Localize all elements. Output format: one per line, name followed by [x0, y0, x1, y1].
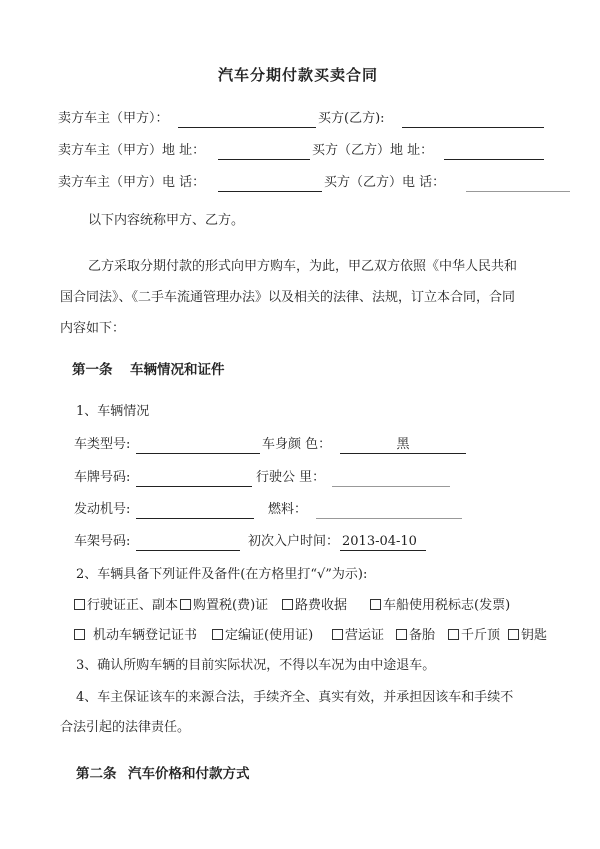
article-2-number: 第二条 [76, 766, 117, 782]
engine-field[interactable] [136, 518, 254, 519]
checkbox-registration-certificate[interactable] [74, 627, 197, 645]
buyer-phone-field[interactable] [466, 191, 570, 192]
checkbox-box[interactable] [282, 599, 293, 610]
checkbox-label: 千斤顶 [461, 628, 501, 643]
checkbox-vessel-tax[interactable] [370, 597, 510, 615]
preamble-line-1: 乙方采取分期付款的形式向甲方购车，为此，甲乙双方依照《中华人民共和 [88, 259, 518, 274]
seller-address-field[interactable] [218, 159, 310, 160]
article-1-number: 第一条 [72, 362, 113, 378]
seller-address-label: 卖方车主（甲方）地 址： [58, 143, 206, 158]
preamble-line-3: 内容如下： [60, 321, 126, 336]
checkbox-jack[interactable] [448, 627, 500, 645]
seller-name-field[interactable] [178, 127, 316, 128]
mileage-field[interactable] [332, 486, 450, 487]
checkbox-box[interactable] [74, 599, 85, 610]
checkbox-label: 购置税(费)证 [193, 598, 269, 613]
buyer-label: 买方(乙方): [318, 111, 385, 126]
clause-4-line-1: 4、车主保证该车的来源合法，手续齐全、真实有效，并承担因该车和手续不 [76, 690, 514, 705]
checkbox-label: 路费收据 [295, 598, 348, 613]
checkbox-driving-license[interactable] [74, 597, 178, 615]
engine-label: 发动机号: [74, 502, 131, 517]
fuel-label: 燃料： [268, 502, 308, 517]
checkbox-box[interactable] [332, 629, 343, 640]
buyer-phone-label: 买方（乙方）电 话： [324, 175, 446, 190]
document-title: 汽车分期付款买卖合同 [218, 66, 379, 84]
clause-3: 3、确认所购车辆的目前实际状况，不得以车况为由中途退车。 [76, 658, 436, 673]
checkbox-keys[interactable] [508, 627, 547, 645]
seller-phone-field[interactable] [218, 191, 322, 192]
mileage-label: 行驶公 里： [256, 470, 326, 485]
fuel-field[interactable] [316, 518, 462, 519]
first-registration-field [340, 550, 426, 551]
checkbox-box[interactable] [448, 629, 459, 640]
plate-field[interactable] [136, 486, 252, 487]
article-2-heading: 汽车价格和付款方式 [128, 766, 250, 782]
checkbox-box[interactable] [180, 599, 191, 610]
definition-paragraph: 以下内容统称甲方、乙方。 [88, 213, 245, 228]
buyer-address-label: 买方（乙方）地 址： [312, 143, 434, 158]
frame-field[interactable] [136, 550, 240, 551]
checkbox-box[interactable] [74, 629, 85, 640]
checkbox-purchase-tax[interactable] [180, 597, 268, 615]
color-value[interactable]: 黑 [396, 437, 410, 452]
plate-label: 车牌号码: [74, 470, 131, 485]
clause-4-line-2: 合法引起的法律责任。 [60, 720, 191, 735]
buyer-name-field[interactable] [402, 127, 544, 128]
checkbox-label: 定编证(使用证) [225, 628, 314, 643]
checkbox-box[interactable] [212, 629, 223, 640]
checkbox-box[interactable] [508, 629, 519, 640]
checkbox-label: 钥匙 [521, 628, 548, 643]
first-registration-label: 初次入户时间： [248, 534, 340, 549]
buyer-address-field[interactable] [444, 159, 544, 160]
color-field [340, 453, 466, 454]
checkbox-capacity-certificate[interactable] [212, 627, 313, 645]
seller-label: 卖方车主（甲方）： [58, 111, 169, 126]
checkbox-label: 车船使用税标志(发票) [383, 598, 511, 613]
model-label: 车类型号: [74, 437, 131, 452]
preamble-line-2: 国合同法》、《二手车流通管理办法》以及相关的法律、法规，订立本合同，合同 [60, 290, 516, 305]
documents-label: 2、车辆具备下列证件及备件(在方格里打“√”为示): [76, 567, 368, 582]
seller-phone-label: 卖方车主（甲方）电 话： [58, 175, 206, 190]
checkbox-label: 机动车辆登记证书 [93, 628, 198, 643]
checkbox-box[interactable] [396, 629, 407, 640]
checkbox-road-fee[interactable] [282, 597, 347, 615]
model-field[interactable] [136, 453, 260, 454]
checkbox-box[interactable] [370, 599, 381, 610]
first-registration-value[interactable]: 2013-04-10 [342, 534, 417, 549]
checkbox-operating-license[interactable] [332, 627, 384, 645]
checkbox-spare-tire[interactable] [396, 627, 435, 645]
checkbox-label: 营运证 [345, 628, 385, 643]
article-1-heading: 车辆情况和证件 [130, 362, 225, 378]
vehicle-section-label: 1、车辆情况 [76, 404, 150, 419]
color-label: 车身颜 色： [262, 437, 332, 452]
checkbox-label: 备胎 [409, 628, 436, 643]
frame-label: 车架号码: [74, 534, 131, 549]
checkbox-label: 行驶证正、副本 [87, 598, 179, 613]
